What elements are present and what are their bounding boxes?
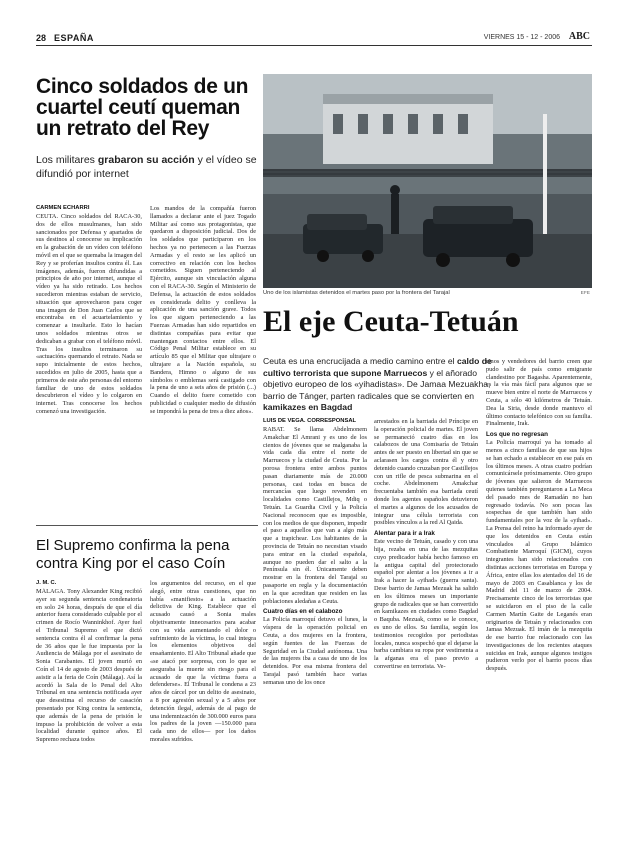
- header-rule: [36, 45, 592, 46]
- news-photo: [263, 74, 592, 288]
- newspaper-logo: ABC: [568, 31, 590, 42]
- issue-date: VIERNES 15 - 12 - 2006: [483, 34, 560, 41]
- article3-subhead: Ceuta es una encrucijada a medio camino entre el caldo de cultivo terrorista que supone Marruecos y el añorado objetivo europeo de los «yihadistas». De Jamaa Mezuakha, barrio de Tánger, parten radicales que se convierten en kamikazes en Bagdad: [263, 356, 492, 413]
- article2-column-2: los argumentos del recurso, en el que alegó, entre otras cuestiones, que no había «manifiesto» a la actuación delictiva de King. Establece que el acusado causó a Sonia males objetivamente innecesarios para acabar con su vida aumentando el dolor o sufrimiento de la víctima, lo cual integra los elementos objetivos del ensañamiento. El Alto Tribunal añade que «se atacó por sorpresa, con lo que se aseguraba la muerte sin riesgo para el acusado de que la víctima fuera a defenderse». El Tribunal le condena a 23 años de cárcel por un delito de asesinato, a 8 por agresión sexual y a 5 años por detención ilegal, además de al pago de una indemnización de 300.000 euros para los padres de la joven —150.000 para cada uno de ellos— por los daños morales sufridos.: [150, 580, 256, 743]
- article2-headline: El Supremo confirma la pena contra King por el caso Coín: [36, 537, 230, 572]
- article1-column-1: CEUTA. Cinco soldados del RACA-30, dos de ellos musulmanes, han sido sancionados por Defensa y apartados de sus destinos al conocerse su implicación en la grabación de un vídeo con teléfono móvil en el que se quemaba la imagen del Rey y se proferían insultos contra él. Las imágenes, además, fueron difundidas a principios de año por internet, aunque el vídeo ya ha sido retirado. Los hechos sucedieron mientras estaban de servicio, situación que aprovecharon para coger una imagen de Don Juan Carlos que se encontraba en el acuartelamiento y comenzar a insultarle. Esto lo hacían unos soldados mientras otros se dedicaban a grabar con el teléfono móvil. Tras los insultos terminaron su «actuación» quemando el retrato. Nada se supo inicialmente de estos hechos, sucedidos en julio de 2005, hasta que a primeros de este año personas del entorno familiar de uno de estos soldados descubrieron el vídeo y lo colgaron en internet. Tras conocerse los hechos comenzó una investigación.: [36, 213, 142, 415]
- page-number: 28: [36, 33, 47, 43]
- article3-column-3: cinos y vendedores del barrio creen que pudo salir de país como emigrante clandestino por Bagasha. Aparentemente, es la vía más fácil para algunos que se mueve bien entre el norte de Marruecos y Ceuta, a sólo 40 kilómetros de Tetuán. Dea la Siria, desde donde mantuvo el último contacto telefónico con su familia. Finalmente, Irak. Los que no regresan La Policía marroquí ya ha tomado al menos a cinco familias de que sus hijos se han echado a establecer en ese país en los últimos meses. A otras cuatro podrían comunicársele próximamente. Otro grupo de jóvenes que salieron de Marruecos quienes también pereguntaron a La Meca del pasado mes de Ramadán no han regresado todavía. No son pocas las sospechas de que también han sido fundamentales por la voz de la «yihad». La Prensa del reino ha informado ayer de que los detenidos en Ceuta están vinculados al Grupo Islámico Combatiente Marroquí (GICM), cuyos integrantes han sido relacionados con distintas acciones terroristas en Europa y África, entre ellas los atentados del 16 de mayo de 2003 en Casablanca y los de Madrid del 11 de marzo de 2004. Precisamente cinco de los terroristas que se suicidaron en el piso de la calle Carmen Martín Gaite de Leganés eran originarios de Tetuán y relacionados con Jamaa Mezuak. El imán de la mezquita de ese barrio fue relacionado con las investigaciones de los recientes ataques suicidas en Irak, aunque algunos testigos pudieron verlo por el barrio pocos días después.: [486, 358, 592, 673]
- article2-column-1: MÁLAGA. Tony Alexander King recibió ayer su segunda sentencia condenatoria en solo 24 horas, después de que el día anterior fuera considerado culpable por el crimen de Rocío Wanninkhof. Ayer fuel el Tribunal Supremo el que dictó sentencia contra él al confirmar la pena de 36 años que le fue impuesta por la Audiencia de Málaga por el asesinato de Sonia Carabantes. El joven murió en Coín el 14 de agosto de 2003 después de asistir a la feria de Coín (Málaga). Así la acordó la Sala de lo Penal del Alto Tribunal en una sentencia notificada ayer que desestima el recurso de casación presentado por King contra la sentencia, que además de la pena de prisión le impuso la prohibición de volver a esta localidad durante quince años. El Supremo rechaza todos: [36, 588, 142, 744]
- border-checkpoint-illustration: [263, 74, 592, 288]
- article2-byline: J. M. C.: [36, 580, 57, 586]
- article3-byline: LUIS DE VEGA. CORRESPONSAL: [263, 418, 357, 424]
- article3-column-1: RABAT. Se llama Abdelmonem Amakchar El Amrani y es uno de los cientos de jóvenes que se malganaba la vida cada día entre el norte de Marruecos y la ciudad de Ceuta. Por la porosa frontera entre ambos puntos pasan diariamente más de 20.000 personas, casi todas en busca de mercancías que luego revenden en localidades como Castillejos, Mdiq o Tetuán. La Guardia Civil y la Policía Nacional reconocen que es imposible, con los medios de que disponen, impedir el paso a aquellos que van a algo más que a trapichear. Los habitantes de la provincia de Tetuán no necesitan visado para entrar en la ciudad española, aunque no pueden dar el salto a la Península sin él. Únicamente deben mostrar en la frontera del Tarajal su pasaporte en regla y la documentación en la que acreditan que residen en las poblaciones aledañas a Ceuta. Cuatro días en el calabozo La Policía marroquí detuvo el lunes, la víspera de la operación policial en Ceuta, a dos mujeres en la frontera, según fuentes de las Fuerzas de Seguridad en la Ciudad autónoma. Una de las mujeres iba a casa de uno de los detenidos. Por esa misma frontera del Tarajal pasó también hace varias semanas uno de los once: [263, 426, 367, 686]
- article1-headline: Cinco soldados de un cuartel ceutí queman un retrato del Rey: [36, 75, 249, 140]
- section-label: ESPAÑA: [54, 33, 94, 43]
- article3-column-2: arrestados en la barriada del Príncipe en la operación policial de martes. El joven se permaneció cuatro días en los calabozos de una Comisaría de Tetuán antes de ser puesto en libertad sin que se aclarasen los cargos contra él y otro detenido cuando cruzaban por Castillejos con un rifle de pesca submarina en el coche. Abdelmonem Amakchar frecuentaba también esa barriada ceutí donde los agentes españoles detuvieron el martes a algunos de los acusados de integrar una célula terrorista con posibles vínculos a la red Al Qaida. Alentar para ir a Irak Este vecino de Tetuán, casado y con una hija, rezaba en una de las mezquitas cuyo predicador había hecho famoso en la antigua capital del protectorado español por alentar a los jóvenes a ir a Irak a hacer la «yihad» (guerra santa). Dese barrio de Jamaa Mezuak ha salido en los últimos meses un importante grupo de radicales que se han convertido en kamikazes en ciudades como Bagdad o Baquba. Mezuak, como se le conoce, es uno de ellos. Su familia, según los testimonios recogidos por periodistas locales, nunca sospechó que el dejarse la barba cambiara su ropa por vestimenta a la afganas era el paso previo a convertirse en terrorista. Ve-: [374, 418, 478, 670]
- article3-headline: El eje Ceuta-Tetuán: [263, 305, 519, 338]
- photo-credit: EFE: [580, 291, 590, 296]
- article1-byline: CARMEN ECHARRI: [36, 205, 90, 211]
- section-divider: [36, 525, 258, 526]
- photo-caption: Uno de los islamistas detenidos el martes paso por la frontera del Tarajal: [263, 290, 450, 296]
- article1-column-2: Los mandos de la compañía fueron llamados a declarar ante el juez Togado Militar así como sus protagonistas, que quedaron a disposición judicial. Dos de los soldados que participaron en los hechos ya no pertenecen a las Fuerzas Armadas y el resto se les aplicó un correctivo en relación con los hechos cometidos. Siguen perteneciendo al Ejército, aunque sin vinculación alguna con el RACA-30. Según el Ministerio de Defensa, la actuación de estos soldados es considerada delito y conlleva la aplicación de una sanción grave. Todos los que siguen perteneciendo a las Fuerzas Armadas han sido repartidos en distintas compañías para evitar que mantengan contactos entre ellos. El Código Penal Militar establece en su artículo 85 que el Militar que ultrajare o ultrajare a la Nación española, su Bandera, Himno o alguno de sus símbolos o emblemas será castigado con la pena de uno a seis años de prisión (...) Cuando el delito fuere cometido con publicidad o cualquier medio de difusión se impondrá la pena de tres a diez años».: [150, 205, 256, 415]
- article1-subhead: Los militares grabaron su acción y el vídeo se difundió por internet: [36, 154, 257, 180]
